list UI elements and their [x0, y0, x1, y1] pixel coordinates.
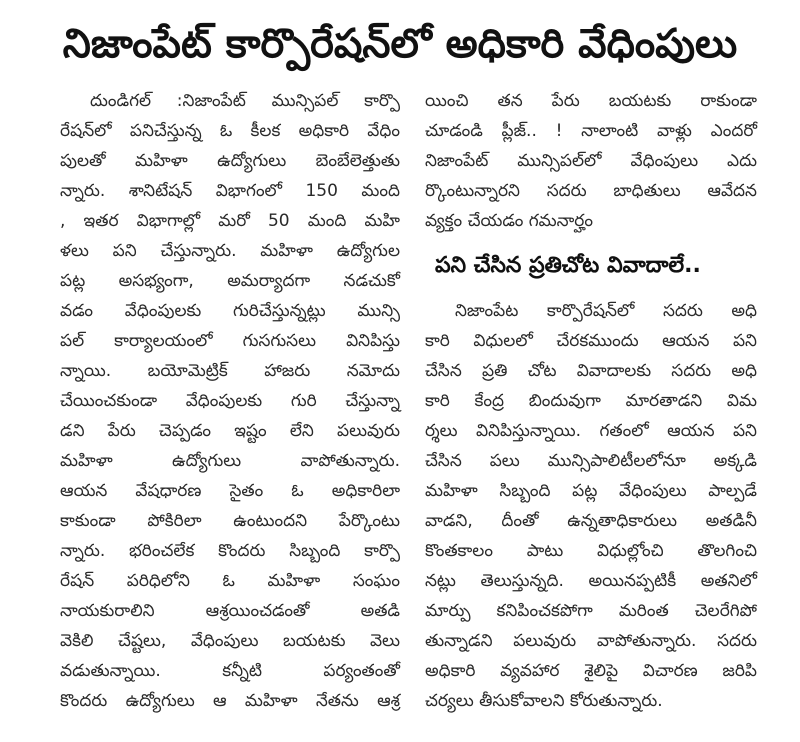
text-line: కొంతకాలం పాటు విధుల్లోంచి తొలగించి — [425, 541, 757, 561]
text-line: నాయకురాలిని ఆశ్రయించడంతో అతడి — [60, 601, 400, 621]
text-line: వ్యక్తం చేయడం గమనార్హం — [425, 211, 593, 231]
text-line: వెకిలి చేష్టలు, వేధింపులు బయటకు వెలు — [60, 631, 400, 651]
text-line: ర్శలు వినిపిస్తున్నాయి. గతంలో ఆయన పని — [425, 421, 757, 441]
right-column — [425, 86, 757, 716]
text-line: మహిళా ఉద్యోగులు వాపోతున్నారు. — [60, 451, 400, 471]
text-line: పల్ కార్యాలయంలో గుసగుసలు వినిపిస్తు — [60, 331, 400, 351]
text-line: వడం వేధింపులకు గురిచేస్తున్నట్లు మున్సి — [60, 301, 400, 321]
text-line: మహిళా సిబ్బంది పట్ల వేధింపులు పాల్పడే — [425, 481, 757, 501]
text-line: మార్పు కనిపించకపోగా మరింత చెలరేగిపో — [425, 601, 757, 621]
text-line: కారి విధులలో చేరకముందు ఆయన పని — [425, 331, 757, 351]
text-line: దుండిగల్ :నిజాంపేట్ మున్సిపల్ కార్పొ — [90, 91, 400, 111]
text-line: రేషన్‌లో పనిచేస్తున్న ఓ కీలక అధికారి వేధిం — [60, 121, 400, 141]
text-line: చూడండి ప్లీజ్.. ! నాలాంటి వాళ్లు ఎందరో — [425, 121, 757, 141]
text-line: న్నాయి. బయోమెట్రిక్ హాజరు నమోదు — [60, 361, 400, 381]
text-line: కొందరు ఉద్యోగులు ఆ మహిళా నేతను ఆశ్ర — [60, 691, 400, 711]
text-line: చేయించకుండా వేధింపులకు గురి చేస్తున్నా — [60, 391, 400, 411]
left-column — [60, 86, 400, 716]
text-line: పట్ల అసభ్యంగా, అమర్యాదగా నడచుకో — [60, 271, 400, 291]
text-line: న్నారు. శానిటేషన్ విభాగంలో 150 మంది — [60, 181, 400, 201]
text-line: ళలు పని చేస్తున్నారు. మహిళా ఉద్యోగుల — [60, 241, 400, 261]
text-line: , ఇతర విభాగాల్లో మరో 50 మంది మహి — [60, 211, 400, 231]
text-line: వడుతున్నాయి. కన్నీటి పర్యంతంతో — [60, 661, 400, 681]
text-line: కారి కేంద్ర బిందువుగా మారతాడని విమ — [425, 391, 757, 411]
text-line: నట్లు తెలుస్తున్నది. అయినప్పటికీ అతనిలో — [425, 571, 757, 591]
text-line: పులతో మహిళా ఉద్యోగులు బెంబేలెత్తుతు — [60, 151, 400, 171]
section-subheading: పని చేసిన ప్రతిచోట వివాదాలే.. — [435, 253, 701, 278]
text-line: చర్యలు తీసుకోవాలని కోరుతున్నారు. — [425, 691, 663, 711]
text-line: న్నారు. భరించలేక కొందరు సిబ్బంది కార్పొ — [60, 541, 400, 561]
text-line: రేషన్ పరిధిలోని ఓ మహిళా సంఘం — [60, 571, 400, 591]
text-line: ర్కొంటున్నారని సదరు బాధితులు ఆవేదన — [425, 181, 757, 201]
text-line: నిజాంపేట కార్పొరేషన్‌లో సదరు అధి — [455, 301, 757, 321]
text-line: కాకుండా పోకిరిలా ఉంటుందని పేర్కొంటు — [60, 511, 400, 531]
text-line: యించి తన పేరు బయటకు రాకుండా — [425, 91, 757, 111]
text-line: చేసిన ప్రతి చోట వివాదాలకు సదరు అధి — [425, 361, 757, 381]
text-line: వాడని, దీంతో ఉన్నతాధికారులు అతడినీ — [425, 511, 757, 531]
text-line: తున్నాడని పలువురు వాపోతున్నారు. సదరు — [425, 631, 757, 651]
text-line: చేసిన పలు మున్సిపాలిటీలలోనూ అక్కడి — [425, 451, 757, 471]
article-headline: నిజాంపేట్ కార్పొరేషన్‌లో అధికారి వేధింపులు — [62, 21, 738, 67]
text-line: ఆయన వేషధారణ సైతం ఓ అధికారిలా — [60, 481, 400, 501]
text-line: డని పేరు చెప్పడం ఇష్టం లేని పలువురు — [60, 421, 400, 441]
text-line: అధికారి వ్యవహార శైలిపై విచారణ జరిపి — [425, 661, 757, 681]
text-line: నిజాంపేట్ మున్సిపల్‌లో వేధింపులు ఎదు — [425, 151, 757, 171]
